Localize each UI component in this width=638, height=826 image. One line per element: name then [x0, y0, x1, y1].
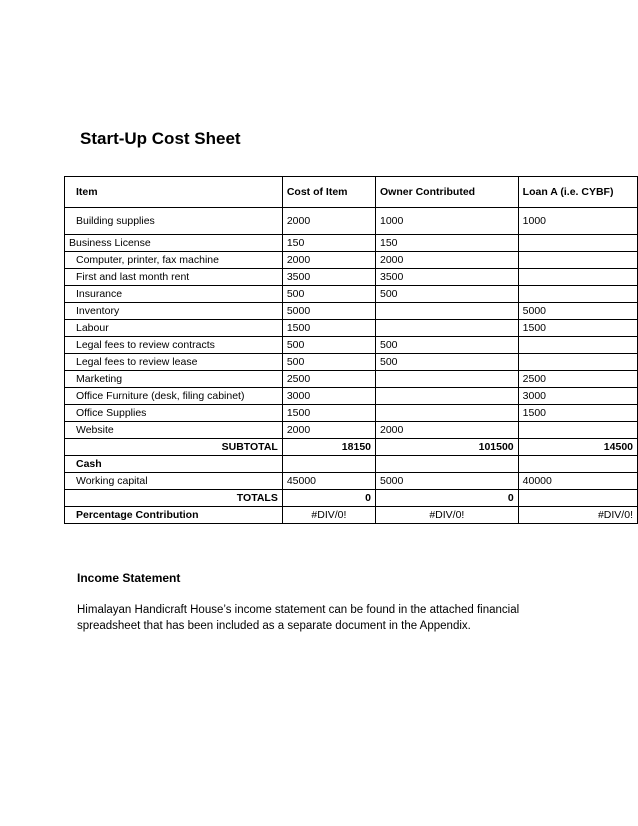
- cell-cost: 2000: [282, 252, 375, 269]
- cell-cost: 2000: [282, 208, 375, 235]
- table-row: [65, 354, 638, 371]
- cell-loan: [518, 269, 637, 286]
- table-row: [65, 320, 638, 337]
- cell-owner: 2000: [376, 252, 519, 269]
- cell-cost: 5000: [282, 303, 375, 320]
- cell-item: Working capital: [65, 473, 283, 490]
- cell-cost: 2500: [282, 371, 375, 388]
- cell-cost: 3500: [282, 269, 375, 286]
- cell-loan: [518, 235, 637, 252]
- cell-owner: [376, 320, 519, 337]
- table-row: [65, 337, 638, 354]
- working-capital-row: [65, 473, 638, 490]
- percentage-row: [65, 507, 638, 524]
- table-row: [65, 405, 638, 422]
- cell-owner: 5000: [376, 473, 519, 490]
- cell-owner: 3500: [376, 269, 519, 286]
- cell-item: Legal fees to review contracts: [65, 337, 283, 354]
- table-row: [65, 235, 638, 252]
- cell-cost: 45000: [282, 473, 375, 490]
- cell-owner: 500: [376, 286, 519, 303]
- subtotal-loan: 14500: [518, 439, 637, 456]
- table-row: [65, 422, 638, 439]
- cell-item: Inventory: [65, 303, 283, 320]
- table-row: [65, 252, 638, 269]
- cell-item: Building supplies: [65, 208, 283, 235]
- cell-loan: 40000: [518, 473, 637, 490]
- cell-cost: 500: [282, 354, 375, 371]
- subtotal-cost: 18150: [282, 439, 375, 456]
- table-row: [65, 208, 638, 235]
- cell-item: Office Furniture (desk, filing cabinet): [65, 388, 283, 405]
- cell-item: Insurance: [65, 286, 283, 303]
- cell-item: Business License: [65, 235, 283, 252]
- table-row: [65, 303, 638, 320]
- totals-label: TOTALS: [65, 490, 283, 507]
- cell-loan: 2500: [518, 371, 637, 388]
- cell-loan: 3000: [518, 388, 637, 405]
- cell-owner: 1000: [376, 208, 519, 235]
- cell-item: Office Supplies: [65, 405, 283, 422]
- cell-cost: 500: [282, 337, 375, 354]
- header-loan: Loan A (i.e. CYBF): [518, 177, 637, 208]
- cell-owner: [376, 303, 519, 320]
- cash-row: [65, 456, 638, 473]
- cell-owner: [376, 371, 519, 388]
- subtotal-row: [65, 439, 638, 456]
- percentage-loan: #DIV/0!: [518, 507, 637, 524]
- cell-owner: 500: [376, 337, 519, 354]
- header-owner: Owner Contributed: [376, 177, 519, 208]
- table-header-row: [65, 177, 638, 208]
- table-row: [65, 388, 638, 405]
- income-statement-line-2: spreadsheet that has been included as a separate document in the Appendix.: [77, 620, 471, 632]
- cell-owner: 150: [376, 235, 519, 252]
- cell-loan: 5000: [518, 303, 637, 320]
- subtotal-owner: 101500: [376, 439, 519, 456]
- cash-label: Cash: [65, 456, 283, 473]
- header-cost: Cost of Item: [282, 177, 375, 208]
- page-title: Start-Up Cost Sheet: [80, 129, 241, 148]
- cell-item: Marketing: [65, 371, 283, 388]
- cell-item: Labour: [65, 320, 283, 337]
- cell-cost: 3000: [282, 388, 375, 405]
- cell-loan: [518, 286, 637, 303]
- percentage-label: Percentage Contribution: [65, 507, 283, 524]
- cell-cost: 2000: [282, 422, 375, 439]
- income-statement-heading: Income Statement: [77, 571, 181, 585]
- cell-item: Website: [65, 422, 283, 439]
- cell-owner: [376, 388, 519, 405]
- table-row: [65, 286, 638, 303]
- cell-owner: 2000: [376, 422, 519, 439]
- cell-item: Computer, printer, fax machine: [65, 252, 283, 269]
- percentage-cost: #DIV/0!: [282, 507, 375, 524]
- cell-item: Legal fees to review lease: [65, 354, 283, 371]
- totals-loan: [518, 490, 637, 507]
- cell-loan: [518, 422, 637, 439]
- header-item: Item: [65, 177, 283, 208]
- subtotal-label: SUBTOTAL: [65, 439, 283, 456]
- cell-cost: 150: [282, 235, 375, 252]
- cell-owner: [376, 405, 519, 422]
- cell-loan: [518, 354, 637, 371]
- totals-owner: 0: [376, 490, 519, 507]
- cell-loan: [518, 252, 637, 269]
- percentage-owner: #DIV/0!: [376, 507, 519, 524]
- income-statement-text: [77, 602, 547, 634]
- cell-cost: 500: [282, 286, 375, 303]
- table-row: [65, 371, 638, 388]
- table-row: [65, 269, 638, 286]
- cell-loan: [518, 337, 637, 354]
- cell-cost: 1500: [282, 405, 375, 422]
- cell-loan: 1500: [518, 320, 637, 337]
- cell-cost: 1500: [282, 320, 375, 337]
- cell-loan: 1000: [518, 208, 637, 235]
- totals-cost: 0: [282, 490, 375, 507]
- startup-cost-table: [64, 176, 638, 524]
- cell-owner: 500: [376, 354, 519, 371]
- income-statement-line-1: Himalayan Handicraft House’s income statement can be found in the attached financial: [77, 604, 520, 616]
- totals-row: [65, 490, 638, 507]
- cell-loan: 1500: [518, 405, 637, 422]
- cell-item: First and last month rent: [65, 269, 283, 286]
